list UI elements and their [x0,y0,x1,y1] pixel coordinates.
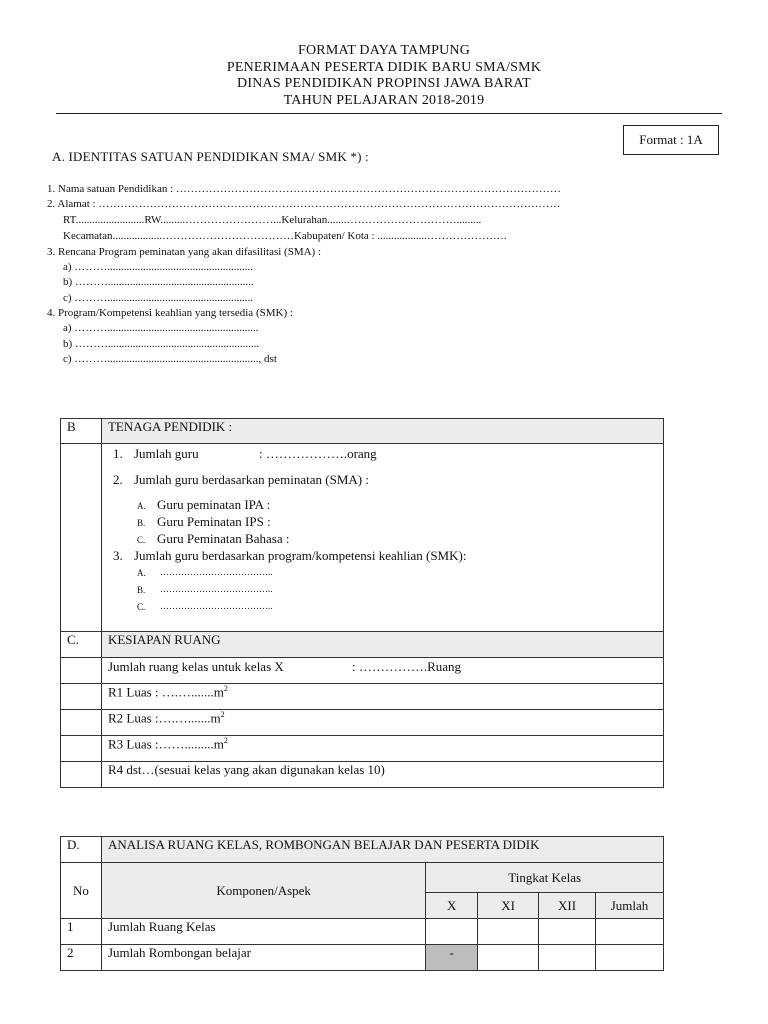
field-kompetensi-title: 4. Program/Kompetensi keahlian yang tersedia (SMK) : [47,307,293,319]
kompetensi-a-dots: ……………………………….. [159,567,273,577]
r3-luas: R3 Luas :…….........m [107,736,224,752]
guru-bahasa: Guru Peminatan Bahasa : [156,531,290,546]
tingkat-kelas-header: Tingkat Kelas [426,863,664,893]
section-c-title: KESIAPAN RUANG [101,632,663,658]
d-header-row-1 [61,863,664,893]
section-c-letter: C. [61,632,102,658]
field-peminatan-title: 3. Rencana Program peminatan yang akan difasilitasi (SMA) : [47,246,322,258]
section-d-title: ANALISA RUANG KELAS, ROMBONGAN BELAJAR DAN PESERTA DIDIK [101,837,663,863]
r1-luas: R1 Luas : ….….......m [107,684,224,700]
shaded-dash-cell: - [426,945,478,971]
section-b-title: TENAGA PENDIDIK : [101,419,663,444]
section-d-header-row [61,837,664,863]
section-b-letter: B [61,419,102,444]
header-line-3: DINAS PENDIDIKAN PROPINSI JAWA BARAT [237,76,531,91]
field-nama: 1. Nama satuan Pendidikan : …………………………………………………………………………………………… [47,183,561,195]
format-label-box: Format : 1A [623,125,719,155]
table-d [60,836,664,971]
field-rt-rw: RT.........................RW.........……………………...Kelurahan.......…………………………......... [63,214,482,226]
guru-ipa: Guru peminatan IPA : [156,497,271,512]
col-x-header: X [426,893,478,919]
document-header [0,43,768,109]
field-kompetensi-a: a) ………....................................................... [63,322,259,334]
section-d-letter: D. [61,837,102,863]
header-line-1: FORMAT DAYA TAMPUNG [297,43,471,58]
r2-luas: R2 Luas :….….......m [107,710,221,726]
field-peminatan-c: c) ………..................................................... [63,292,254,304]
field-peminatan-b: b) ………..................................................... [63,276,254,288]
kompetensi-b-dots: ……………………………….. [159,584,273,594]
field-kecamatan: Kecamatan..................………………………………Kabupaten/ Kota : ..................…………………. [63,230,507,242]
ruang-kelas-value: : …………….Ruang [351,659,462,674]
table-row: 2 Jumlah Rombongan belajar - [61,945,664,971]
section-c-header-row [61,632,664,658]
r1-row: R1 Luas : $\dots.\dots.......m^2$ [61,684,664,710]
field-kompetensi-c: c) ………......................................................., dst [63,353,277,365]
header-line-2: PENERIMAAN PESERTA DIDIK BARU SMA/SMK [226,59,542,75]
r4-row [61,762,664,788]
guru-kompetensi-label: Jumlah guru berdasarkan program/kompetensi keahlian (SMK): [133,548,467,563]
guru-ips: Guru Peminatan IPS : [156,514,271,529]
jumlah-guru-label: Jumlah guru [133,446,199,461]
r3-row: R3 Luas $:\dots\dots.........m^2$ [61,736,664,762]
guru-peminatan-label: Jumlah guru berdasarkan peminatan (SMA) : [133,472,369,487]
col-xii-header: XII [539,893,596,919]
r2-row: R2 Luas $:\dots.\dots.......m^2$ [61,710,664,736]
kompetensi-c-dots: ……………………………….. [159,601,273,611]
col-xi-header: XI [478,893,539,919]
no-header: No [61,863,102,919]
field-peminatan-a: a) ………..................................................... [63,261,254,273]
header-line-4: TAHUN PELAJARAN 2018-2019 [283,92,485,108]
r4-note: R4 dst…(sesuai kelas yang akan digunakan kelas 10) [101,762,663,788]
section-b-content-row [61,444,664,632]
section-b-content: 1. Jumlah guru : ……………….orang 2. Jumlah guru berdasarkan peminatan (SMA) : A. Guru peminatan IPA : B. Guru Peminatan IPS : C. Guru Peminatan Bahasa : 3. Jumlah guru berdasarkan program/kompetensi keahlian (SMK): A. ……………………………….. B. ……………………………….. C. ……………………………….. [101,444,663,632]
table-b-c [60,418,664,788]
ruang-kelas-label: Jumlah ruang kelas untuk kelas X [107,659,284,674]
field-alamat: 2. Alamat : ……………………………………………………………………………………………………………… [47,198,561,210]
komponen-header: Komponen/Aspek [101,863,425,919]
col-jumlah-header: Jumlah [596,893,664,919]
table-row: 1 Jumlah Ruang Kelas [61,919,664,945]
section-a-title: A. IDENTITAS SATUAN PENDIDIKAN SMA/ SMK *) : [52,149,369,164]
section-b-header-row [61,419,664,444]
ruang-kelas-row [61,658,664,684]
field-kompetensi-b: b) ………....................................................... [63,338,260,350]
jumlah-guru-value: : ……………….orang [258,446,377,461]
header-divider [56,113,722,114]
